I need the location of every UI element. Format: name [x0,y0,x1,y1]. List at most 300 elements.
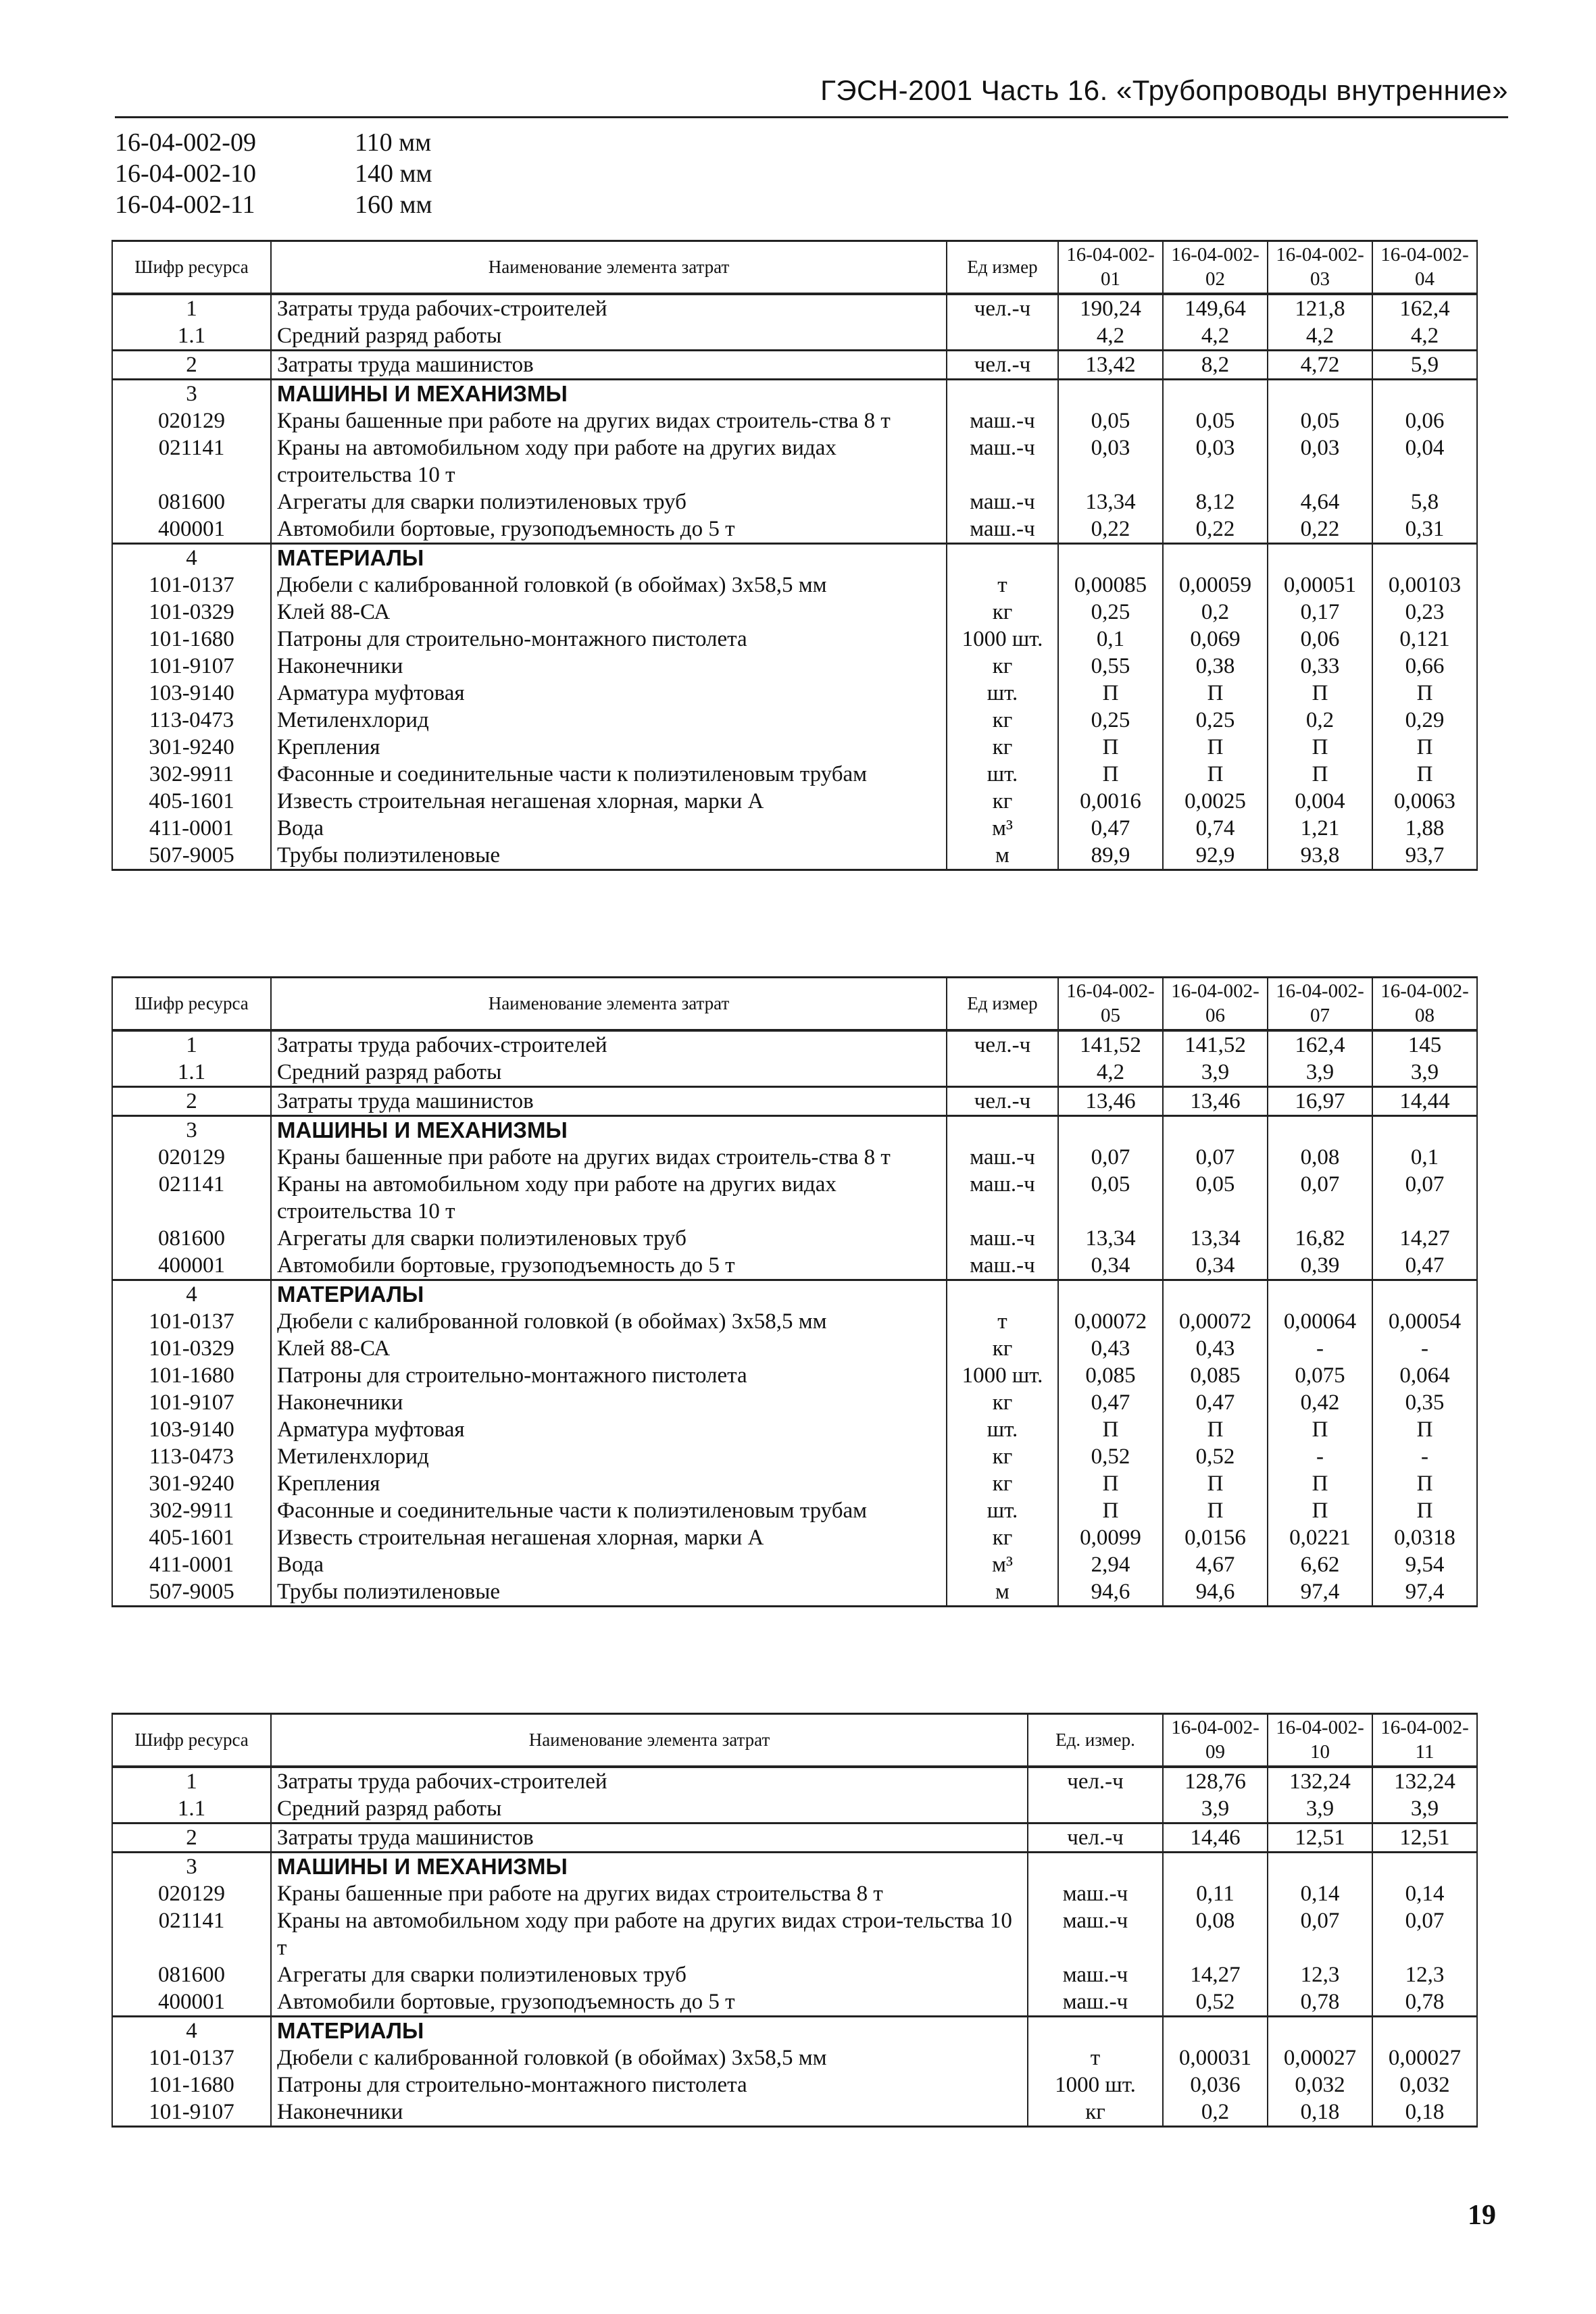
unit-cell: шт. [947,761,1058,788]
table-section-row [112,1280,1477,1308]
value-cell: 141,52 [1163,1030,1268,1059]
value-cell: 0,22 [1268,515,1372,544]
value-cell [1058,1115,1163,1144]
resource-code-cell: 101-0137 [112,2044,271,2071]
table-row [112,1171,1477,1225]
resource-table-1 [111,240,1478,871]
table-row [112,1880,1477,1907]
resource-code-cell: 1 [112,294,271,322]
resource-code-cell: 101-9107 [112,2098,271,2127]
unit-cell: кг [947,1389,1058,1416]
unit-cell: чел.-ч [947,1030,1058,1059]
value-cell: - [1372,1443,1477,1470]
value-cell: 0,47 [1058,1389,1163,1416]
unit-cell: маш.-ч [947,1171,1058,1225]
value-cell: 0,00027 [1268,2044,1372,2071]
value-cell: 6,62 [1268,1551,1372,1578]
cost-element-name-cell: Наконечники [271,2098,1028,2127]
value-cell: 0,00059 [1163,572,1268,599]
value-cell: 0,00064 [1268,1308,1372,1335]
resource-code-cell: 3 [112,379,271,407]
value-cell: 0,06 [1372,407,1477,434]
pipe-diameter: 160 мм [355,191,432,219]
value-cell: 0,032 [1372,2071,1477,2098]
resource-code-cell: 101-1680 [112,626,271,653]
value-cell: 0,52 [1163,1988,1268,2017]
value-cell [1058,543,1163,572]
header-unit: Ед. измер. [1028,1714,1163,1767]
value-cell: 0,03 [1058,434,1163,488]
unit-cell: чел.-ч [947,294,1058,322]
unit-cell: кг [1028,2098,1163,2127]
value-cell: 0,08 [1163,1907,1268,1961]
value-cell [1372,543,1477,572]
table-row [112,515,1477,544]
table-row [112,653,1477,680]
cost-element-name-cell: Затраты труда машинистов [271,1823,1028,1852]
value-cell [1372,1280,1477,1308]
table-row [112,1524,1477,1551]
resource-code-cell: 1.1 [112,322,271,351]
cost-element-name-cell: Краны башенные при работе на других видах строительства 8 т [271,1880,1028,1907]
value-cell: 4,64 [1268,488,1372,515]
unit-cell: маш.-ч [1028,1988,1163,2017]
table-header-row [112,1714,1477,1767]
unit-cell: 1000 шт. [947,1362,1058,1389]
cost-element-name-cell: Фасонные и соединительные части к полиэтиленовым трубам [271,1497,947,1524]
value-cell: 0,00085 [1058,572,1163,599]
value-cell: 0,11 [1163,1880,1268,1907]
resource-code-cell: 400001 [112,1988,271,2017]
value-cell: 14,46 [1163,1823,1268,1852]
resource-code-cell: 113-0473 [112,1443,271,1470]
value-cell: 0,66 [1372,653,1477,680]
value-cell: 132,24 [1372,1767,1477,1795]
resource-table-2 [111,976,1478,1607]
value-cell: П [1058,1497,1163,1524]
value-cell: 0,05 [1163,1171,1268,1225]
value-cell: 0,032 [1268,2071,1372,2098]
cost-element-name-cell: Арматура муфтовая [271,680,947,707]
value-cell: 8,12 [1163,488,1268,515]
value-cell: 0,07 [1372,1907,1477,1961]
cost-element-name-cell: Крепления [271,734,947,761]
value-cell: П [1163,1416,1268,1443]
table-row [112,322,1477,351]
table-row [112,2044,1477,2071]
section-title-cell: МАШИНЫ И МЕХАНИЗМЫ [271,1115,947,1144]
value-cell: 121,8 [1268,294,1372,322]
value-cell: 0,31 [1372,515,1477,544]
norm-code: 16-04-002-10 [115,159,256,188]
value-cell: 0,74 [1163,815,1268,842]
value-cell [1058,1280,1163,1308]
table-row [112,1059,1477,1087]
unit-cell: маш.-ч [947,515,1058,544]
value-cell: 0,17 [1268,599,1372,626]
resource-code-cell: 101-1680 [112,2071,271,2098]
value-cell: П [1372,761,1477,788]
unit-cell: маш.-ч [947,1225,1058,1252]
value-cell: 97,4 [1372,1578,1477,1607]
unit-cell: шт. [947,680,1058,707]
table-row [112,734,1477,761]
value-cell: 0,03 [1163,434,1268,488]
value-cell: 0,07 [1372,1171,1477,1225]
value-cell: П [1163,1470,1268,1497]
value-cell: 16,97 [1268,1086,1372,1115]
value-cell: 13,46 [1058,1086,1163,1115]
table-row [112,1086,1477,1115]
resource-code-cell: 101-1680 [112,1362,271,1389]
section-title-cell: МАТЕРИАЛЫ [271,2016,1028,2044]
value-cell: 4,2 [1058,322,1163,351]
cost-element-name-cell: Известь строительная негашеная хлорная, марки А [271,1524,947,1551]
table-row [112,2071,1477,2098]
table-row [112,294,1477,322]
table-row [112,434,1477,488]
value-cell: 0,47 [1058,815,1163,842]
value-cell: 0,43 [1058,1335,1163,1362]
cost-element-name-cell: Дюбели с калиброванной головкой (в обоймах) 3х58,5 мм [271,572,947,599]
resource-code-cell: 2 [112,350,271,379]
value-cell: 94,6 [1163,1578,1268,1607]
resource-code-cell: 081600 [112,1225,271,1252]
section-title-cell: МАШИНЫ И МЕХАНИЗМЫ [271,379,947,407]
value-cell: П [1268,1416,1372,1443]
resource-code-cell: 101-9107 [112,653,271,680]
unit-cell: кг [947,1335,1058,1362]
table-section-row [112,543,1477,572]
page-header [115,74,1508,118]
table-section-row [112,2016,1477,2044]
value-cell: 0,121 [1372,626,1477,653]
value-cell: 0,0156 [1163,1524,1268,1551]
value-cell: 12,51 [1268,1823,1372,1852]
unit-cell: кг [947,1524,1058,1551]
value-cell: 0,38 [1163,653,1268,680]
value-cell: 0,1 [1058,626,1163,653]
header-norm-column: 16-04-002-02 [1163,241,1268,294]
value-cell [1163,543,1268,572]
header-norm-column: 16-04-002-07 [1268,978,1372,1030]
header-norm-column: 16-04-002-06 [1163,978,1268,1030]
value-cell: П [1372,680,1477,707]
resource-code-cell: 113-0473 [112,707,271,734]
unit-cell: м³ [947,815,1058,842]
header-unit: Ед измер [947,978,1058,1030]
header-norm-column: 16-04-002-05 [1058,978,1163,1030]
value-cell: 0,52 [1163,1443,1268,1470]
cost-element-name-cell: Известь строительная негашеная хлорная, марки А [271,788,947,815]
value-cell [1268,1852,1372,1880]
cost-element-name-cell: Вода [271,1551,947,1578]
value-cell: 0,47 [1163,1389,1268,1416]
cost-element-name-cell: Краны на автомобильном ходу при работе на других видах строительства 10 т [271,1171,947,1225]
header-resource-code: Шифр ресурса [112,241,271,294]
value-cell: П [1268,680,1372,707]
cost-element-name-cell: Средний разряд работы [271,1059,947,1087]
resource-code-cell: 1.1 [112,1795,271,1823]
resource-code-cell: 021141 [112,1171,271,1225]
cost-element-name-cell: Затраты труда машинистов [271,1086,947,1115]
unit-cell: т [1028,2044,1163,2071]
table-row [112,1795,1477,1823]
value-cell: 3,9 [1163,1059,1268,1087]
header-norm-column: 16-04-002-04 [1372,241,1477,294]
value-cell: 0,069 [1163,626,1268,653]
resource-code-cell: 2 [112,1086,271,1115]
value-cell: 0,036 [1163,2071,1268,2098]
value-cell: 0,78 [1372,1988,1477,2017]
unit-cell: маш.-ч [947,1144,1058,1171]
table-row [112,815,1477,842]
value-cell: 93,7 [1372,842,1477,870]
value-cell: 128,76 [1163,1767,1268,1795]
cost-element-name-cell: Патроны для строительно-монтажного пистолета [271,1362,947,1389]
unit-cell [1028,1795,1163,1823]
value-cell: 0,34 [1058,1252,1163,1280]
resource-code-cell: 405-1601 [112,1524,271,1551]
table-row [112,1988,1477,2017]
table-row [112,1443,1477,1470]
resource-code-cell: 3 [112,1115,271,1144]
cost-element-name-cell: Метиленхлорид [271,1443,947,1470]
value-cell: 0,25 [1058,599,1163,626]
value-cell: 0,05 [1058,407,1163,434]
resource-code-cell: 4 [112,2016,271,2044]
resource-code-cell: 101-0137 [112,1308,271,1335]
value-cell: 0,05 [1058,1171,1163,1225]
value-cell: П [1058,734,1163,761]
table-row [112,1252,1477,1280]
resource-code-cell: 507-9005 [112,842,271,870]
table-row [112,1497,1477,1524]
value-cell: П [1163,761,1268,788]
value-cell: 0,07 [1058,1144,1163,1171]
table-section-row [112,1115,1477,1144]
header-unit: Ед измер [947,241,1058,294]
value-cell: 1,21 [1268,815,1372,842]
cost-element-name-cell: Фасонные и соединительные части к полиэтиленовым трубам [271,761,947,788]
unit-cell: кг [947,599,1058,626]
value-cell: 3,9 [1372,1059,1477,1087]
value-cell: 13,34 [1058,1225,1163,1252]
header-norm-column: 16-04-002-10 [1268,1714,1372,1767]
value-cell: 94,6 [1058,1578,1163,1607]
value-cell: 14,44 [1372,1086,1477,1115]
value-cell: 4,67 [1163,1551,1268,1578]
table-section-row [112,1852,1477,1880]
value-cell: 2,94 [1058,1551,1163,1578]
cost-element-name-cell: Краны на автомобильном ходу при работе на других видах строительства 10 т [271,434,947,488]
value-cell: 190,24 [1058,294,1163,322]
table-row [112,1308,1477,1335]
table-row [112,488,1477,515]
value-cell: 0,00031 [1163,2044,1268,2071]
resource-code-cell: 103-9140 [112,1416,271,1443]
cost-element-name-cell: Наконечники [271,653,947,680]
cost-element-name-cell: Метиленхлорид [271,707,947,734]
value-cell: 0,004 [1268,788,1372,815]
value-cell [1163,1852,1268,1880]
value-cell [1268,1280,1372,1308]
pipe-diameter: 140 мм [355,159,432,188]
unit-cell [947,543,1058,572]
unit-cell: т [947,1308,1058,1335]
table-row [112,1362,1477,1389]
resource-code-cell: 405-1601 [112,788,271,815]
resource-code-cell: 3 [112,1852,271,1880]
value-cell: 0,25 [1058,707,1163,734]
value-cell: 5,9 [1372,350,1477,379]
cost-element-name-cell: Вода [271,815,947,842]
table-row [112,350,1477,379]
unit-cell: чел.-ч [947,350,1058,379]
value-cell [1268,379,1372,407]
header-norm-column: 16-04-002-03 [1268,241,1372,294]
table-row [112,1225,1477,1252]
table-row [112,1823,1477,1852]
value-cell: 0,78 [1268,1988,1372,2017]
value-cell: 3,9 [1268,1059,1372,1087]
norm-code-list [115,127,432,220]
resource-code-cell: 301-9240 [112,734,271,761]
cost-element-name-cell: Клей 88-СА [271,1335,947,1362]
value-cell: П [1058,680,1163,707]
value-cell: 0,085 [1058,1362,1163,1389]
value-cell: 0,0099 [1058,1524,1163,1551]
value-cell [1163,1280,1268,1308]
cost-element-name-cell: Затраты труда машинистов [271,350,947,379]
value-cell: 93,8 [1268,842,1372,870]
value-cell: 0,14 [1268,1880,1372,1907]
value-cell: 1,88 [1372,815,1477,842]
value-cell: П [1163,680,1268,707]
value-cell: П [1058,761,1163,788]
value-cell: 5,8 [1372,488,1477,515]
cost-element-name-cell: Автомобили бортовые, грузоподъемность до 5 т [271,515,947,544]
resource-code-cell: 020129 [112,1880,271,1907]
table-row [112,1578,1477,1607]
value-cell: 4,2 [1268,322,1372,351]
value-cell: 12,3 [1372,1961,1477,1988]
unit-cell: м [947,842,1058,870]
unit-cell: маш.-ч [947,488,1058,515]
value-cell: 0,29 [1372,707,1477,734]
value-cell: 13,42 [1058,350,1163,379]
value-cell: П [1058,1470,1163,1497]
value-cell: 0,42 [1268,1389,1372,1416]
value-cell: 13,46 [1163,1086,1268,1115]
page-number: 19 [1468,2200,1496,2231]
table-row [112,1030,1477,1059]
resource-code-cell: 021141 [112,434,271,488]
value-cell: 0,43 [1163,1335,1268,1362]
value-cell [1058,379,1163,407]
unit-cell [947,1115,1058,1144]
value-cell: П [1372,734,1477,761]
value-cell: 0,22 [1163,515,1268,544]
table-row [112,680,1477,707]
value-cell: 9,54 [1372,1551,1477,1578]
value-cell: П [1163,734,1268,761]
table-header-row [112,978,1477,1030]
unit-cell: кг [947,1443,1058,1470]
value-cell: 89,9 [1058,842,1163,870]
unit-cell: кг [947,788,1058,815]
header-cost-element-name: Наименование элемента затрат [271,241,947,294]
table-row [112,1961,1477,1988]
value-cell [1163,379,1268,407]
value-cell: 0,34 [1163,1252,1268,1280]
resource-code-cell: 302-9911 [112,1497,271,1524]
unit-cell: маш.-ч [947,1252,1058,1280]
value-cell: 13,34 [1163,1225,1268,1252]
value-cell: 14,27 [1163,1961,1268,1988]
cost-element-name-cell: Трубы полиэтиленовые [271,842,947,870]
value-cell: 149,64 [1163,294,1268,322]
resource-code-cell: 411-0001 [112,815,271,842]
value-cell: 0,55 [1058,653,1163,680]
value-cell: П [1268,1497,1372,1524]
unit-cell: чел.-ч [1028,1767,1163,1795]
table-row [112,788,1477,815]
table-row [112,2098,1477,2127]
cost-element-name-cell: Краны на автомобильном ходу при работе на других видах строи-тельства 10 т [271,1907,1028,1961]
value-cell: 0,05 [1268,407,1372,434]
header-norm-column: 16-04-002-08 [1372,978,1477,1030]
cost-element-name-cell: Наконечники [271,1389,947,1416]
value-cell: 132,24 [1268,1767,1372,1795]
value-cell: 0,23 [1372,599,1477,626]
norm-code-row [115,158,432,189]
cost-element-name-cell: Затраты труда рабочих-строителей [271,1767,1028,1795]
value-cell: 0,0063 [1372,788,1477,815]
value-cell: - [1268,1443,1372,1470]
resource-table-3 [111,1713,1478,2128]
value-cell: 4,2 [1058,1059,1163,1087]
unit-cell: 1000 шт. [947,626,1058,653]
value-cell: - [1268,1335,1372,1362]
cost-element-name-cell: Средний разряд работы [271,1795,1028,1823]
unit-cell [947,379,1058,407]
unit-cell: м³ [947,1551,1058,1578]
table-row [112,1416,1477,1443]
value-cell: 0,33 [1268,653,1372,680]
table-row [112,599,1477,626]
cost-element-name-cell: Крепления [271,1470,947,1497]
table-row [112,407,1477,434]
unit-cell: шт. [947,1416,1058,1443]
unit-cell: т [947,572,1058,599]
resource-code-cell: 081600 [112,1961,271,1988]
value-cell: П [1372,1470,1477,1497]
resource-code-cell: 400001 [112,1252,271,1280]
value-cell [1268,1115,1372,1144]
unit-cell [947,322,1058,351]
value-cell: 0,085 [1163,1362,1268,1389]
cost-element-name-cell: Патроны для строительно-монтажного пистолета [271,2071,1028,2098]
value-cell: 4,2 [1372,322,1477,351]
value-cell: 0,03 [1268,434,1372,488]
resource-code-cell: 020129 [112,1144,271,1171]
value-cell: 97,4 [1268,1578,1372,1607]
value-cell: 0,47 [1372,1252,1477,1280]
section-title-cell: МАШИНЫ И МЕХАНИЗМЫ [271,1852,1028,1880]
norm-code: 16-04-002-09 [115,128,256,157]
unit-cell [947,1059,1058,1087]
